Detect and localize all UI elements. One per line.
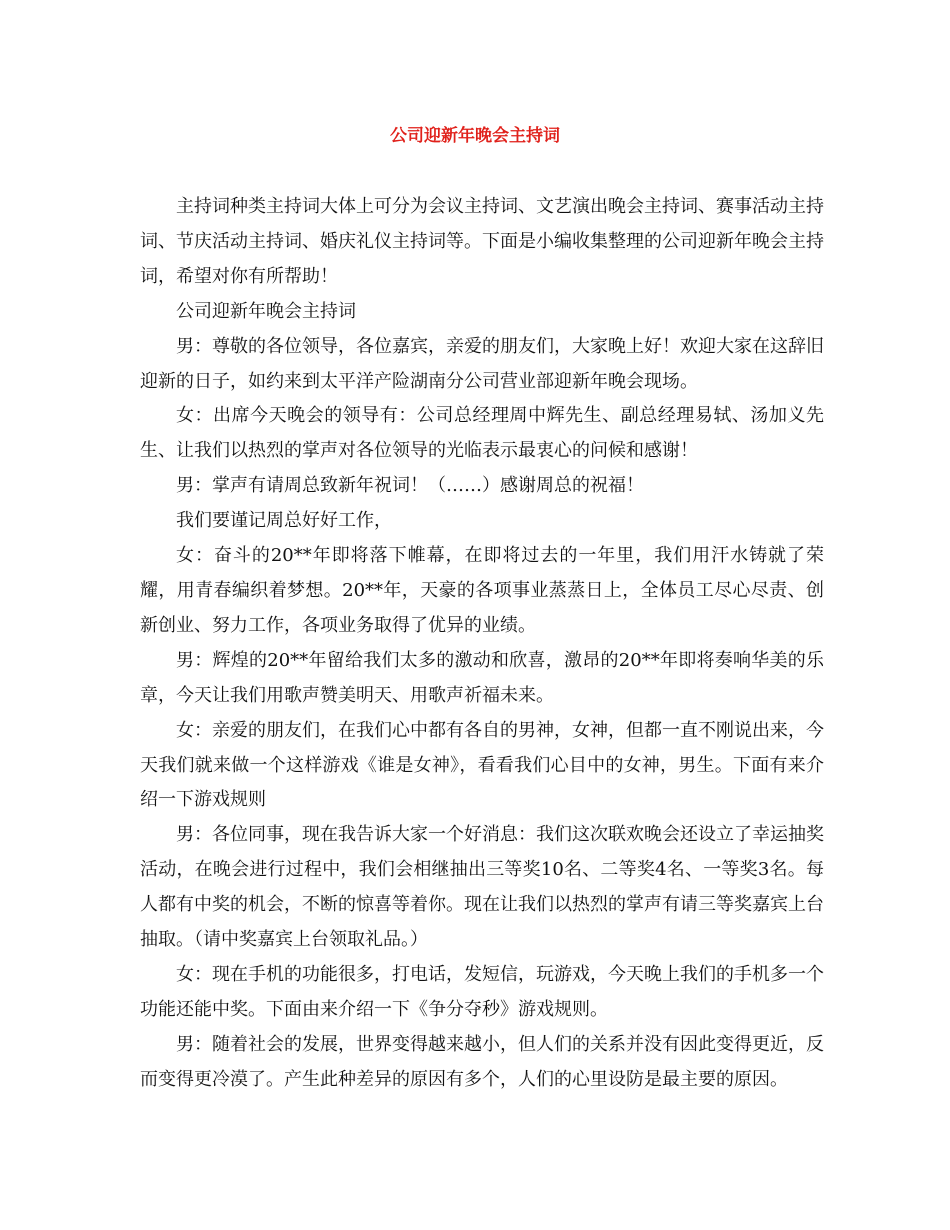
paragraph: 主持词种类主持词大体上可分为会议主持词、文艺演出晚会主持词、赛事活动主持词、节庆活动主持词、婚庆礼仪主持词等。下面是小编收集整理的公司迎新年晚会主持词，希望对你有所帮助！ bbox=[140, 196, 824, 287]
paragraph: 女：现在手机的功能很多，打电话，发短信，玩游戏，今天晚上我们的手机多一个功能还能中奖。下面由来介绍一下《争分夺秒》游戏规则。 bbox=[140, 963, 824, 1020]
paragraph: 男：随着社会的发展，世界变得越来越小，但人们的关系并没有因此变得更近，反而变得更冷漠了。产生此种差异的原因有多个，人们的心里设防是最主要的原因。 bbox=[140, 1033, 824, 1090]
paragraph: 女：奋斗的20**年即将落下帷幕，在即将过去的一年里，我们用汗水铸就了荣耀，用青春编织着梦想。20**年，天豪的各项事业蒸蒸日上，全体员工尽心尽责、创新创业、努力工作，各项业务取得了优异的业绩。 bbox=[140, 545, 824, 636]
paragraph: 公司迎新年晚会主持词 bbox=[176, 300, 356, 322]
paragraph: 女：出席今天晚会的领导有：公司总经理周中辉先生、副总经理易轼、汤加义先生、让我们以热烈的掌声对各位领导的光临表示最衷心的问候和感谢！ bbox=[140, 405, 824, 462]
paragraph: 男：各位同事，现在我告诉大家一个好消息：我们这次联欢晚会还设立了幸运抽奖活动，在晚会进行过程中，我们会相继抽出三等奖10名、二等奖4名、一等奖3名。每人都有中奖的机会，不断的惊喜等着你。现在让我们以热烈的掌声有请三等奖嘉宾上台抽取。（请中奖嘉宾上台领取礼品。） bbox=[140, 824, 824, 951]
document-title: 公司迎新年晚会主持词 bbox=[390, 126, 560, 146]
paragraph: 我们要谨记周总好好工作， bbox=[176, 510, 392, 532]
paragraph: 男：辉煌的20**年留给我们太多的激动和欣喜，激昂的20**年即将奏响华美的乐章，今天让我们用歌声赞美明天、用歌声祈福未来。 bbox=[140, 649, 824, 706]
paragraph: 女：亲爱的朋友们，在我们心中都有各自的男神，女神，但都一直不刚说出来，今天我们就来做一个这样游戏《谁是女神》，看看我们心目中的女神，男生。下面有来介绍一下游戏规则 bbox=[140, 719, 824, 811]
paragraph: 男：掌声有请周总致新年祝词！（……）感谢周总的祝福！ bbox=[176, 475, 644, 497]
document-body bbox=[140, 190, 824, 1098]
paragraph: 男：尊敬的各位领导，各位嘉宾，亲爱的朋友们，大家晚上好！欢迎大家在这辞旧迎新的日子，如约来到太平洋产险湖南分公司营业部迎新年晚会现场。 bbox=[140, 335, 824, 392]
